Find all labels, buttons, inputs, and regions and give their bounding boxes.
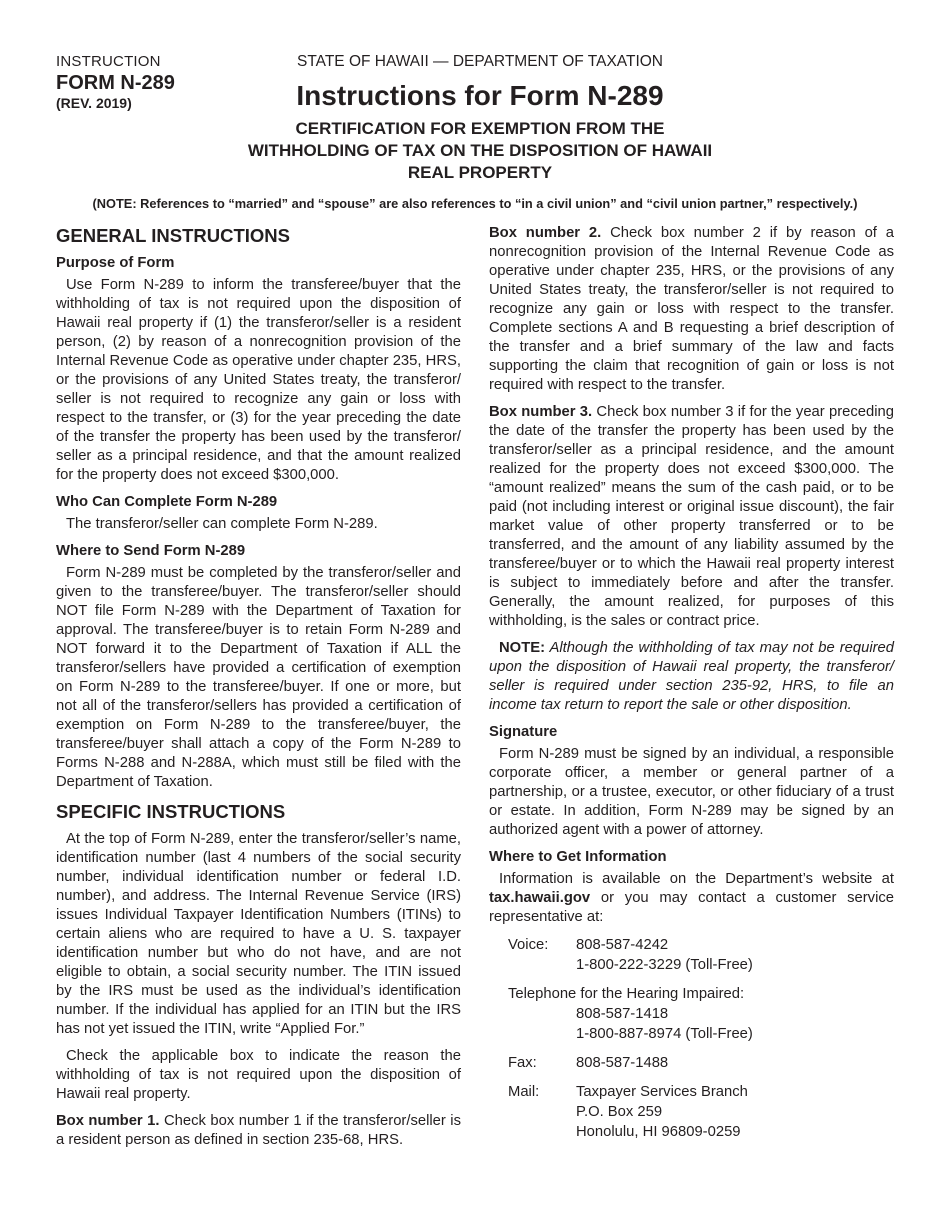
signature-paragraph: Form N-289 must be signed by an individual, a responsible corporate officer, a member or general partner of a partnership, or a trustee, executor, or other fiduciary of a trust or estate. In addition, Form N-289 may be signed by an authorized agent with a power of attorney. xyxy=(489,746,894,838)
mail-city: Honolulu, HI 96809-0259 xyxy=(576,1124,741,1140)
specific-instructions-paragraph: At the top of Form N-289, enter the transferor/seller’s name, identification number (last 4 numbers of the social security number, individual identification number or federal I.D. number), and address. The Internal Revenue Service (IRS) issues Individual Taxpayer Identification Numbers (ITINs) to certain aliens who are required to have a U. S. taxpayer identification number but who do not have, and are not eligible to obtain, a social security number. The ITIN issued by the IRS must be used as the individual’s identification number. If the individual has applied for an ITIN but the IRS has not yet issued the ITIN, write “Applied For.” xyxy=(56,831,461,1037)
voice-tollfree-number: 1-800-222-3229 (Toll-Free) xyxy=(576,957,753,973)
form-identifier xyxy=(56,53,175,111)
box2-text: Check box number 2 if by reason of a nonrecognition provision of the Internal Revenue Code as operative under chapter 235, HRS, or the provisions of any United States treaty, the transferor/seller is not required to recognize any gain or loss with respect to the transfer. Complete sections A and B requesting a brief description of the transfer and a brief summary of the law and facts supporting the claim that recognition of gain or loss is not required with respect to the transfer. xyxy=(489,225,894,393)
document-subtitle xyxy=(160,118,800,184)
hearing-impaired-number: 808-587-1418 xyxy=(576,1006,669,1022)
box3-text: Check box number 3 if for the year preceding the date of the transfer the property has been used by the transferor/seller as a principal residence, and the amount realized for the property does not exceed $300,000. The “amount realized” means the sum of the cash paid, or to be paid (not including interest or original issue discount), the fair market value of other property transferred or to be transferred, and the amount of any liability assumed by the transferee/buyer or to which the Hawaii real property interest is subject to immediately before and after the transfer. Generally, the amount realized, for purposes of this withholding, is the sales or contract price. xyxy=(489,404,894,629)
purpose-paragraph: Use Form N-289 to inform the transferee/buyer that the withholding of tax is not required upon the disposition of Hawaii real property if (1) the transferor/seller is a resident person, (2) by reason of a nonrecognition provision of the Internal Revenue Code as operative under chapter 235, HRS, or the provisions of any United States treaty, the transferor/ seller is not required to recognize any gain or loss with respect to the transfer, or (3) for the year preceding the date of the transfer the property has been used by the transferor/ seller as a principal residence, and that the amount realized for the property does not exceed $300,000. xyxy=(56,277,461,483)
box3-paragraph xyxy=(489,403,894,631)
revision-label: (REV. 2019) xyxy=(56,95,132,111)
who-can-complete-paragraph: The transferor/seller can complete Form N-289. xyxy=(66,516,378,532)
note-lead: NOTE: xyxy=(499,640,546,656)
info-paragraph xyxy=(489,870,894,927)
voice-number: 808-587-4242 xyxy=(576,937,669,953)
where-to-send-paragraph: Form N-289 must be completed by the transferor/seller and given to the transferee/buyer. The transferor/seller should NOT file Form N-289 with the Department of Taxation for approval. The transferee/buyer is to retain Form N-289 and NOT forward it to the Department of Taxation if ALL the transferor/sellers have provided a certification of exemption on Form N-289 to the transferee/buyer. If one or more, but not all of the transferor/sellers has provided a certification of exemption on Form N-289 to the transferee/buyer, the transferee/buyer shall attach a copy of the Form N-289 to Forms N-288 and N-288A, which must still be filed with the Department of Taxation. xyxy=(56,565,461,790)
where-to-get-info-heading: Where to Get Information xyxy=(489,849,667,865)
document-header xyxy=(160,53,800,184)
who-can-complete-heading: Who Can Complete Form N-289 xyxy=(56,494,278,510)
subtitle-line: REAL PROPERTY xyxy=(407,163,553,182)
form-number: FORM N-289 xyxy=(56,72,175,94)
website-link[interactable]: tax.hawaii.gov xyxy=(489,890,591,906)
mail-branch: Taxpayer Services Branch xyxy=(576,1084,748,1100)
specific-instructions-heading: SPECIFIC INSTRUCTIONS xyxy=(56,801,286,822)
where-to-send-heading: Where to Send Form N-289 xyxy=(56,543,246,559)
box2-paragraph xyxy=(489,224,894,395)
agency-name: STATE OF HAWAII — DEPARTMENT OF TAXATION xyxy=(297,53,663,70)
voice-label: Voice: xyxy=(508,937,549,953)
subtitle-line: WITHHOLDING OF TAX ON THE DISPOSITION OF HAWAII xyxy=(247,141,713,160)
box1-lead: Box number 1. xyxy=(56,1113,160,1129)
page-title: Instructions for Form N-289 xyxy=(296,80,664,111)
box2-lead: Box number 2. xyxy=(489,225,602,241)
info-text-after: or you may contact a customer service representative at: xyxy=(489,890,894,925)
fax-label: Fax: xyxy=(508,1055,537,1071)
hearing-impaired-contact xyxy=(508,984,894,1044)
fax-contact xyxy=(508,1053,894,1073)
hearing-impaired-label: Telephone for the Hearing Impaired: xyxy=(508,986,745,1002)
civil-union-note: (NOTE: References to “married” and “spouse” are also references to “in a civil union” and “civil union partner,” respectively.) xyxy=(92,196,858,211)
tax-return-note xyxy=(489,639,894,715)
mail-contact xyxy=(508,1082,894,1142)
left-column xyxy=(56,224,461,1158)
mail-po-box: P.O. Box 259 xyxy=(576,1104,663,1120)
info-text-before: Information is available on the Department’s website at xyxy=(499,871,894,887)
check-box-paragraph: Check the applicable box to indicate the reason the withholding of tax is not required upon the disposition of Hawaii real property. xyxy=(56,1048,461,1102)
mail-label: Mail: xyxy=(508,1084,540,1100)
hearing-impaired-tollfree-number: 1-800-887-8974 (Toll-Free) xyxy=(576,1026,753,1042)
box1-paragraph xyxy=(56,1112,461,1150)
subtitle-line: CERTIFICATION FOR EXEMPTION FROM THE xyxy=(295,119,665,138)
right-column xyxy=(489,224,894,1151)
purpose-heading: Purpose of Form xyxy=(56,255,175,271)
box1-text: Check box number 1 if the transferor/seller is a resident person as defined in section 235-68, HRS. xyxy=(56,1113,461,1148)
box3-lead: Box number 3. xyxy=(489,404,593,420)
contact-list xyxy=(508,935,894,1142)
voice-contact xyxy=(508,935,894,975)
signature-heading: Signature xyxy=(489,724,558,740)
general-instructions-heading: GENERAL INSTRUCTIONS xyxy=(56,225,291,246)
fax-number: 808-587-1488 xyxy=(576,1055,669,1071)
note-text: Although the withholding of tax may not be required upon the disposition of Hawaii real property, the transferor/ seller is required under section 235-92, HRS, to file an income tax return to report the sale or other disposition. xyxy=(489,640,894,713)
instruction-label: INSTRUCTION xyxy=(56,53,161,70)
